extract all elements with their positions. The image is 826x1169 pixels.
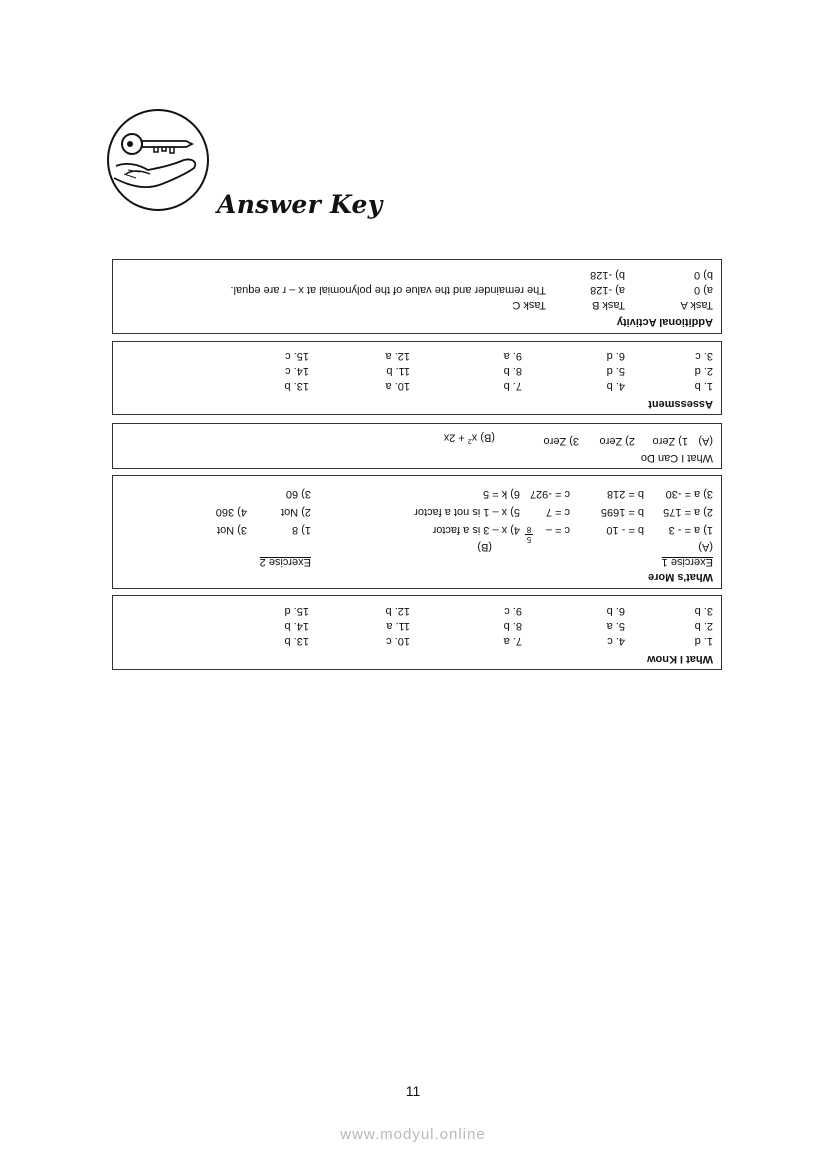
list-item: 6. b bbox=[606, 605, 625, 617]
list-item: 11. a bbox=[386, 620, 410, 632]
list-item: 2) a = 175 bbox=[663, 506, 713, 518]
list-item: 7. a bbox=[503, 635, 522, 647]
list-item: 13. b bbox=[284, 635, 309, 647]
list-item: 4. b bbox=[606, 380, 625, 392]
list-item: 3. c bbox=[695, 350, 713, 362]
list-item: 12. a bbox=[385, 350, 410, 362]
what-i-can-do-box bbox=[112, 423, 722, 469]
page-title: Answer Key bbox=[217, 190, 383, 219]
what-i-know-box bbox=[112, 595, 722, 670]
list-item: 6. d bbox=[606, 350, 625, 362]
list-item: 3. b bbox=[694, 605, 713, 617]
part-a-answer-1: 1) Zero bbox=[652, 435, 688, 447]
part-a-answer-3: 3) Zero bbox=[543, 435, 579, 447]
part-a-answer-2: 2) Zero bbox=[599, 435, 635, 447]
task-b-answer-1: a) -128 bbox=[590, 284, 625, 296]
whats-more-box bbox=[112, 475, 722, 589]
watermark: www.modyul.online bbox=[340, 1126, 486, 1143]
task-c-label: Task C bbox=[512, 299, 546, 311]
fraction-numerator: 5 bbox=[526, 535, 532, 544]
task-b-answer-2: b) -128 bbox=[590, 269, 625, 281]
list-item: 3) Not bbox=[217, 524, 247, 536]
c-value-prefix: c = – bbox=[545, 524, 570, 536]
part-b-answer bbox=[444, 430, 495, 447]
list-item: 1. b bbox=[694, 380, 713, 392]
part-b-exponent: 2 bbox=[467, 437, 472, 444]
part-b-suffix: + 2x bbox=[443, 431, 468, 444]
list-item: 10. a bbox=[385, 380, 410, 392]
list-item: 13. b bbox=[284, 380, 309, 392]
list-item: 14. c bbox=[285, 365, 309, 377]
list-item: 1. d bbox=[694, 635, 713, 647]
task-b-label: Task B bbox=[591, 299, 625, 311]
list-item: 5) x – 1 is not a factor bbox=[414, 506, 520, 518]
list-item: 8. b bbox=[503, 365, 522, 377]
exercise-1-part-a-label: (A) bbox=[698, 541, 713, 553]
list-item: 9. c bbox=[504, 605, 522, 617]
part-b-prefix: (B) x bbox=[471, 431, 495, 444]
task-a-answer-1: a) 0 bbox=[694, 284, 713, 296]
list-item: 12. b bbox=[385, 605, 410, 617]
list-item: 5. a bbox=[606, 620, 625, 632]
task-a-answer-2: b) 0 bbox=[694, 269, 713, 281]
what-i-know-heading: What I Know bbox=[647, 653, 713, 665]
list-item: b = - 10 bbox=[606, 524, 644, 536]
fraction-denominator: 8 bbox=[526, 525, 532, 534]
what-i-can-do-heading: What I Can Do bbox=[640, 452, 713, 464]
list-item: 1) a = - 3 bbox=[668, 524, 713, 536]
list-item: 8. b bbox=[503, 620, 522, 632]
assessment-heading: Assessment bbox=[648, 398, 713, 410]
list-item: 3) a = -30 bbox=[665, 488, 713, 500]
list-item: 14. b bbox=[284, 620, 309, 632]
list-item: 6) k = 5 bbox=[483, 488, 520, 500]
assessment-box bbox=[112, 341, 722, 415]
list-item: 15. d bbox=[284, 605, 309, 617]
list-item: 5. d bbox=[606, 365, 625, 377]
list-item: 1) 8 bbox=[292, 524, 311, 536]
list-item: 2. d bbox=[694, 365, 713, 377]
part-a-label: (A) bbox=[698, 435, 713, 447]
list-item: 2) Not bbox=[281, 506, 311, 518]
exercise-1-part-b-label: (B) bbox=[477, 541, 492, 553]
task-a-label: Task A bbox=[680, 299, 713, 311]
list-item: 15. c bbox=[285, 350, 309, 362]
list-item: 4) 360 bbox=[215, 506, 247, 518]
fraction bbox=[525, 525, 533, 544]
list-item: 11. b bbox=[386, 365, 410, 377]
additional-activity-box bbox=[112, 259, 722, 334]
additional-activity-heading: Additional Activity bbox=[616, 316, 713, 328]
list-item: b = 1695 bbox=[600, 506, 644, 518]
list-item: 4. c bbox=[607, 635, 625, 647]
list-item: 2. b bbox=[694, 620, 713, 632]
exercise-2-label: Exercise 2 bbox=[259, 556, 311, 568]
list-item: 3) 60 bbox=[285, 488, 311, 500]
list-item: c = 7 bbox=[545, 506, 570, 518]
exercise-1-label: Exercise 1 bbox=[661, 556, 713, 568]
list-item: 9. a bbox=[503, 350, 522, 362]
list-item: 4) x – 3 is a factor bbox=[432, 524, 520, 536]
c-value-fraction bbox=[546, 523, 570, 536]
task-c-answer: The remainder and the value of the polynomial at x – r are equal. bbox=[230, 284, 546, 296]
list-item: b = 218 bbox=[606, 488, 644, 500]
hand-holding-key-icon bbox=[106, 108, 210, 212]
list-item: 7. b bbox=[503, 380, 522, 392]
list-item: c = -927 bbox=[529, 488, 570, 500]
page-number: 11 bbox=[405, 1083, 421, 1099]
list-item: 10. c bbox=[386, 635, 410, 647]
whats-more-heading: What's More bbox=[648, 571, 713, 583]
